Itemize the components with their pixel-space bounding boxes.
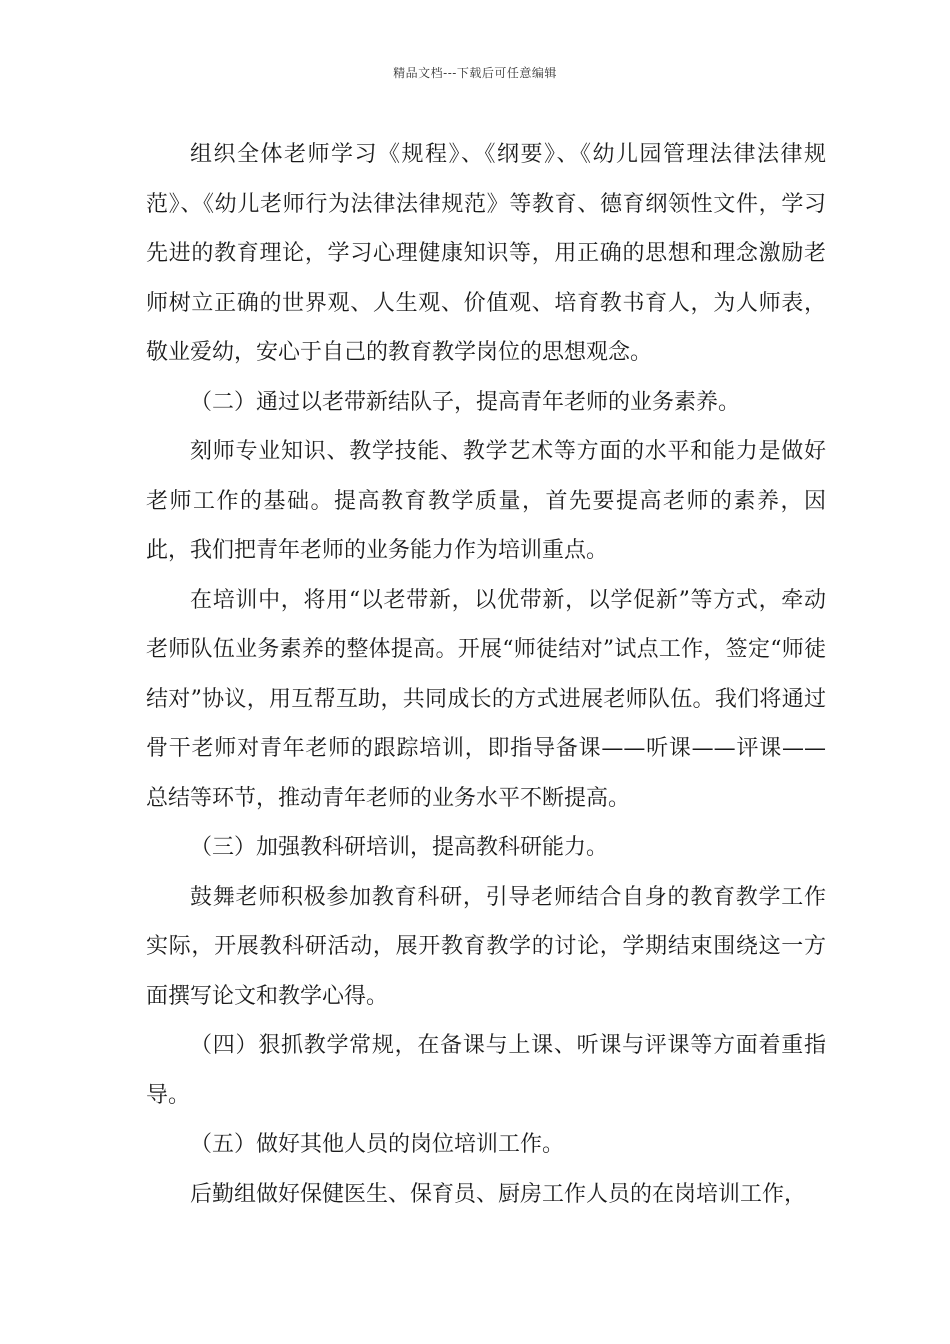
paragraph-teacher-skills: 刻师专业知识、教学技能、教学艺术等方面的水平和能力是做好老师工作的基础。提高教育教学质量，首先要提高老师的素养，因此，我们把青年老师的业务能力作为培训重点。 [146,439,826,563]
section-heading-4: （四）狠抓教学常规，在备课与上课、听课与评课等方面着重指导。 [146,1033,826,1108]
section-heading-5: （五）做好其他人员的岗位培训工作。 [190,1132,565,1157]
paragraph-logistics-training: 后勤组做好保健医生、保育员、厨房工作人员的在岗培训工作， [190,1181,807,1207]
paragraph-research: 鼓舞老师积极参加教育科研，引导老师结合自身的教育教学工作实际，开展教科研活动，展开教育教学的讨论，学期结束围绕这一方面撰写论文和教学心得。 [146,884,826,1009]
section-heading-3: （三）加强教科研培训，提高教科研能力。 [190,835,609,860]
page-header: 精品文档---下载后可任意编辑 [393,66,557,80]
document-body [146,130,826,1219]
section-heading-2: （二）通过以老带新结队子，提高青年老师的业务素养。 [190,389,741,415]
paragraph-mentoring: 在培训中，将用“以老带新，以优带新，以学促新”等方式，牵动老师队伍业务素养的整体提高。开展“师徒结对”试点工作，签定“师徒结对”协议，用互帮互助，共同成长的方式进展老师队伍。我们将通过骨干老师对青年老师的跟踪培训，即指导备课——听课——评课——总结等环节，推动青年老师的业务水平不断提高。 [146,587,826,811]
paragraph-study-regulations: 组织全体老师学习《规程》、《纲要》、《幼儿园管理法律法律规范》、《幼儿老师行为法律法律规范》等教育、德育纲领性文件，学习先进的教育理论，学习心理健康知识等，用正确的思想和理念激励老师树立正确的世界观、人生观、价值观、培育教书育人，为人师表，敬业爱幼，安心于自己的教育教学岗位的思想观念。 [146,142,826,365]
